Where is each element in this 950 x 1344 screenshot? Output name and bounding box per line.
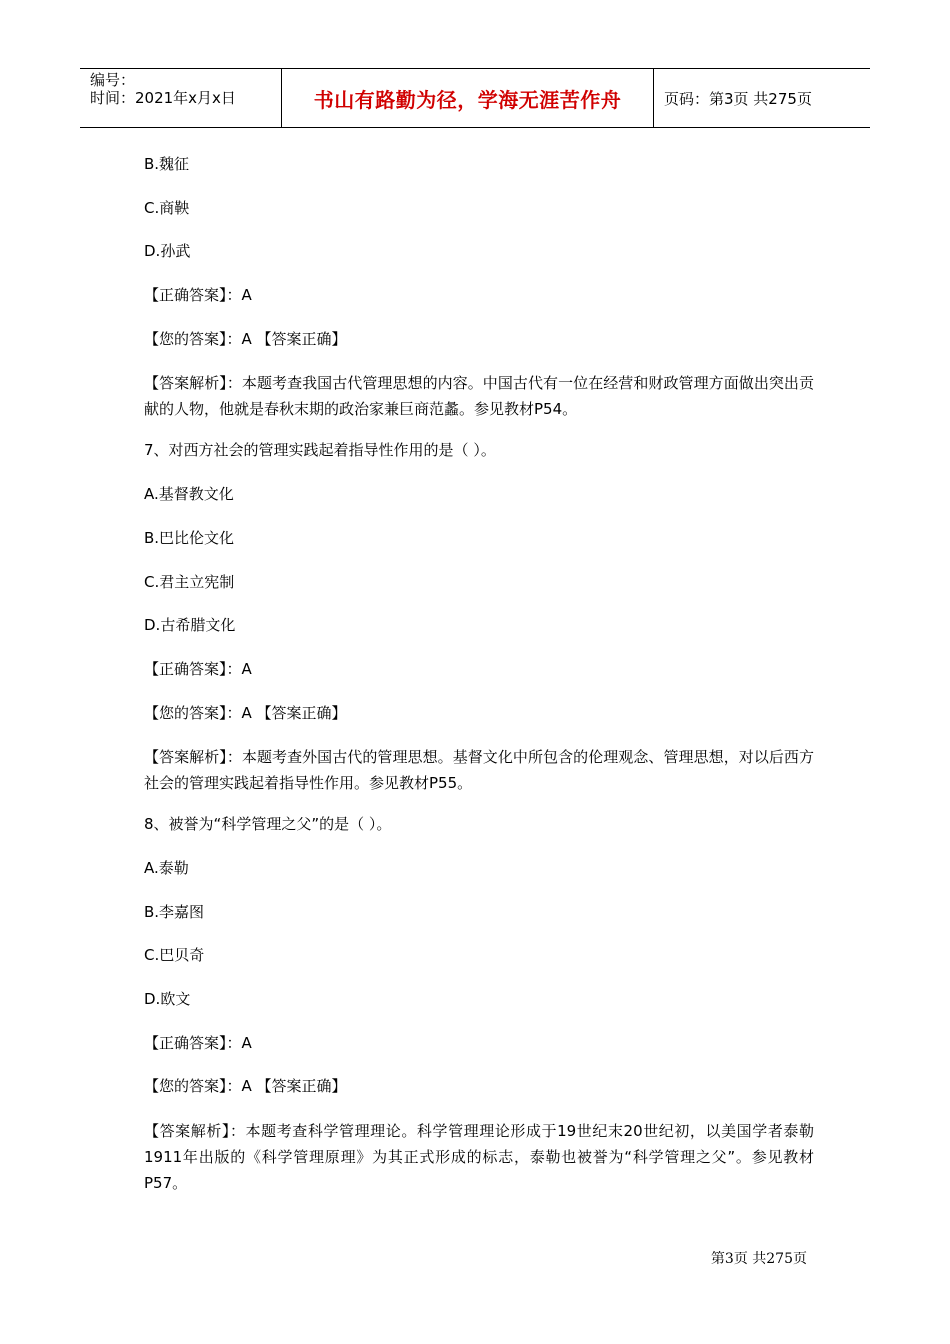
option-d-q6: D.孙武: [144, 242, 191, 261]
your-answer-q6: 【您的答案】：A 【答案正确】: [144, 329, 347, 348]
header-time-label: 时间：2021年x月x日: [90, 89, 236, 107]
option-b-q7: B.巴比伦文化: [144, 528, 235, 547]
option-c-q6: C.商鞅: [144, 198, 190, 217]
correct-answer-q8: 【正确答案】：A: [144, 1033, 252, 1052]
your-answer-q8: 【您的答案】：A 【答案正确】: [144, 1077, 347, 1096]
document-body: [144, 152, 814, 1212]
header-motto: 书山有路勤为径，学海无涯苦作舟: [282, 69, 654, 127]
option-d-q7: D.古希腊文化: [144, 616, 236, 635]
your-answer-q7: 【您的答案】：A 【答案正确】: [144, 703, 347, 722]
analysis-q6: 【答案解析】：本题考查我国古代管理思想的内容。中国古代有一位在经营和财政管理方面做出突出贡献的人物，他就是春秋末期的政治家兼巨商范蠡。参见教材P54。: [144, 374, 814, 419]
header-page-label: 页码：第3页 共275页: [664, 89, 812, 108]
question-8: 8、被誉为“科学管理之父”的是（ ）。: [144, 815, 392, 834]
option-c-q8: C.巴贝奇: [144, 946, 205, 965]
question-7: 7、对西方社会的管理实践起着指导性作用的是（ ）。: [144, 441, 496, 460]
page-footer: 第3页 共275页: [710, 1251, 807, 1267]
page-header: [80, 68, 870, 128]
option-b-q6: B.魏征: [144, 155, 190, 173]
correct-answer-q6: 【正确答案】：A: [144, 286, 252, 305]
analysis-q8: 【答案解析】：本题考查科学管理理论。科学管理理论形成于19世纪末20世纪初，以美国学者泰勒1911年出版的《科学管理原理》为其正式形成的标志，泰勒也被誉为“科学管理之父”。参见教材P57。: [144, 1122, 814, 1193]
header-meta: [80, 69, 282, 127]
option-b-q8: B.李嘉图: [144, 902, 205, 921]
header-number-label: 编号：: [90, 71, 136, 89]
analysis-q7: 【答案解析】：本题考查外国古代的管理思想。基督文化中所包含的伦理观念、管理思想，对以后西方社会的管理实践起着指导性作用。参见教材P55。: [144, 748, 814, 793]
option-a-q8: A.泰勒: [144, 858, 189, 877]
option-c-q7: C.君主立宪制: [144, 572, 235, 591]
option-d-q8: D.欧文: [144, 990, 191, 1008]
option-a-q7: A.基督教文化: [144, 485, 234, 504]
correct-answer-q7: 【正确答案】：A: [144, 659, 252, 678]
